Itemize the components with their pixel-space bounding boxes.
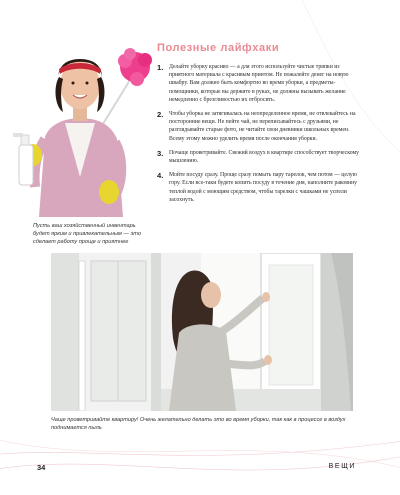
tip-text: Чтобы уборка не затягивалась на неопределенное время, не отвлекайтесь на посторонние вещи. Не пейте чай, не переписывайтесь с друзьями, не разглядывайте старые фото, не читайте свои дневники школьных времен. Всему этому можно уделить время после окончания уборки. — [169, 111, 356, 142]
photo-caption: Чаще проветривайте квартиру! Очень желательно делать это во время уборки, так как в процессе в воздух поднимается пыль — [51, 417, 346, 431]
tip-number: 3. — [157, 148, 164, 158]
tip-text: Мойте посуду сразу. Проще сразу помыть пару тарелок, чем потом — целую гору. Если все-таки будете копить посуду в течение дня, наполните раковину теплой водой с моющим средством, чтобы тарелки с чашками не успели засохнуть. — [169, 172, 358, 203]
woman-with-duster-image — [5, 27, 155, 217]
section-title: Полезные лайфхаки — [157, 42, 280, 54]
tip-text: Делайте уборку красиво — а для этого используйте чистые тряпки из приятного материала с красивым принтом. Не пожалейте денег на новую швабру. Вам должно быть комфортно во время уборки, а предметы-помощники, которые вы держите в руках, не должны вызывать желание немедленно с брезгливостью их отбросить. — [169, 64, 349, 103]
tips-list — [157, 63, 362, 210]
tip-item — [157, 110, 362, 143]
tip-text: Почаще проветривайте. Свежий воздух в квартире способствует творческому мышлению. — [169, 149, 359, 165]
page-number: 34 — [37, 463, 46, 472]
image-caption: Пусть ваш хозяйственный инвентарь будет ярким и привлекательным — это сделает работу проще и приятнее — [33, 223, 142, 245]
tip-number: 1. — [157, 63, 164, 72]
duster-icon — [118, 48, 152, 86]
tip-item — [157, 149, 362, 165]
running-section-title: ВЕЩИ — [328, 463, 356, 470]
window-photo — [51, 253, 353, 411]
tip-number: 2. — [157, 110, 164, 120]
tip-number: 4. — [157, 171, 164, 181]
tip-item — [157, 171, 362, 204]
tip-item — [157, 63, 362, 104]
